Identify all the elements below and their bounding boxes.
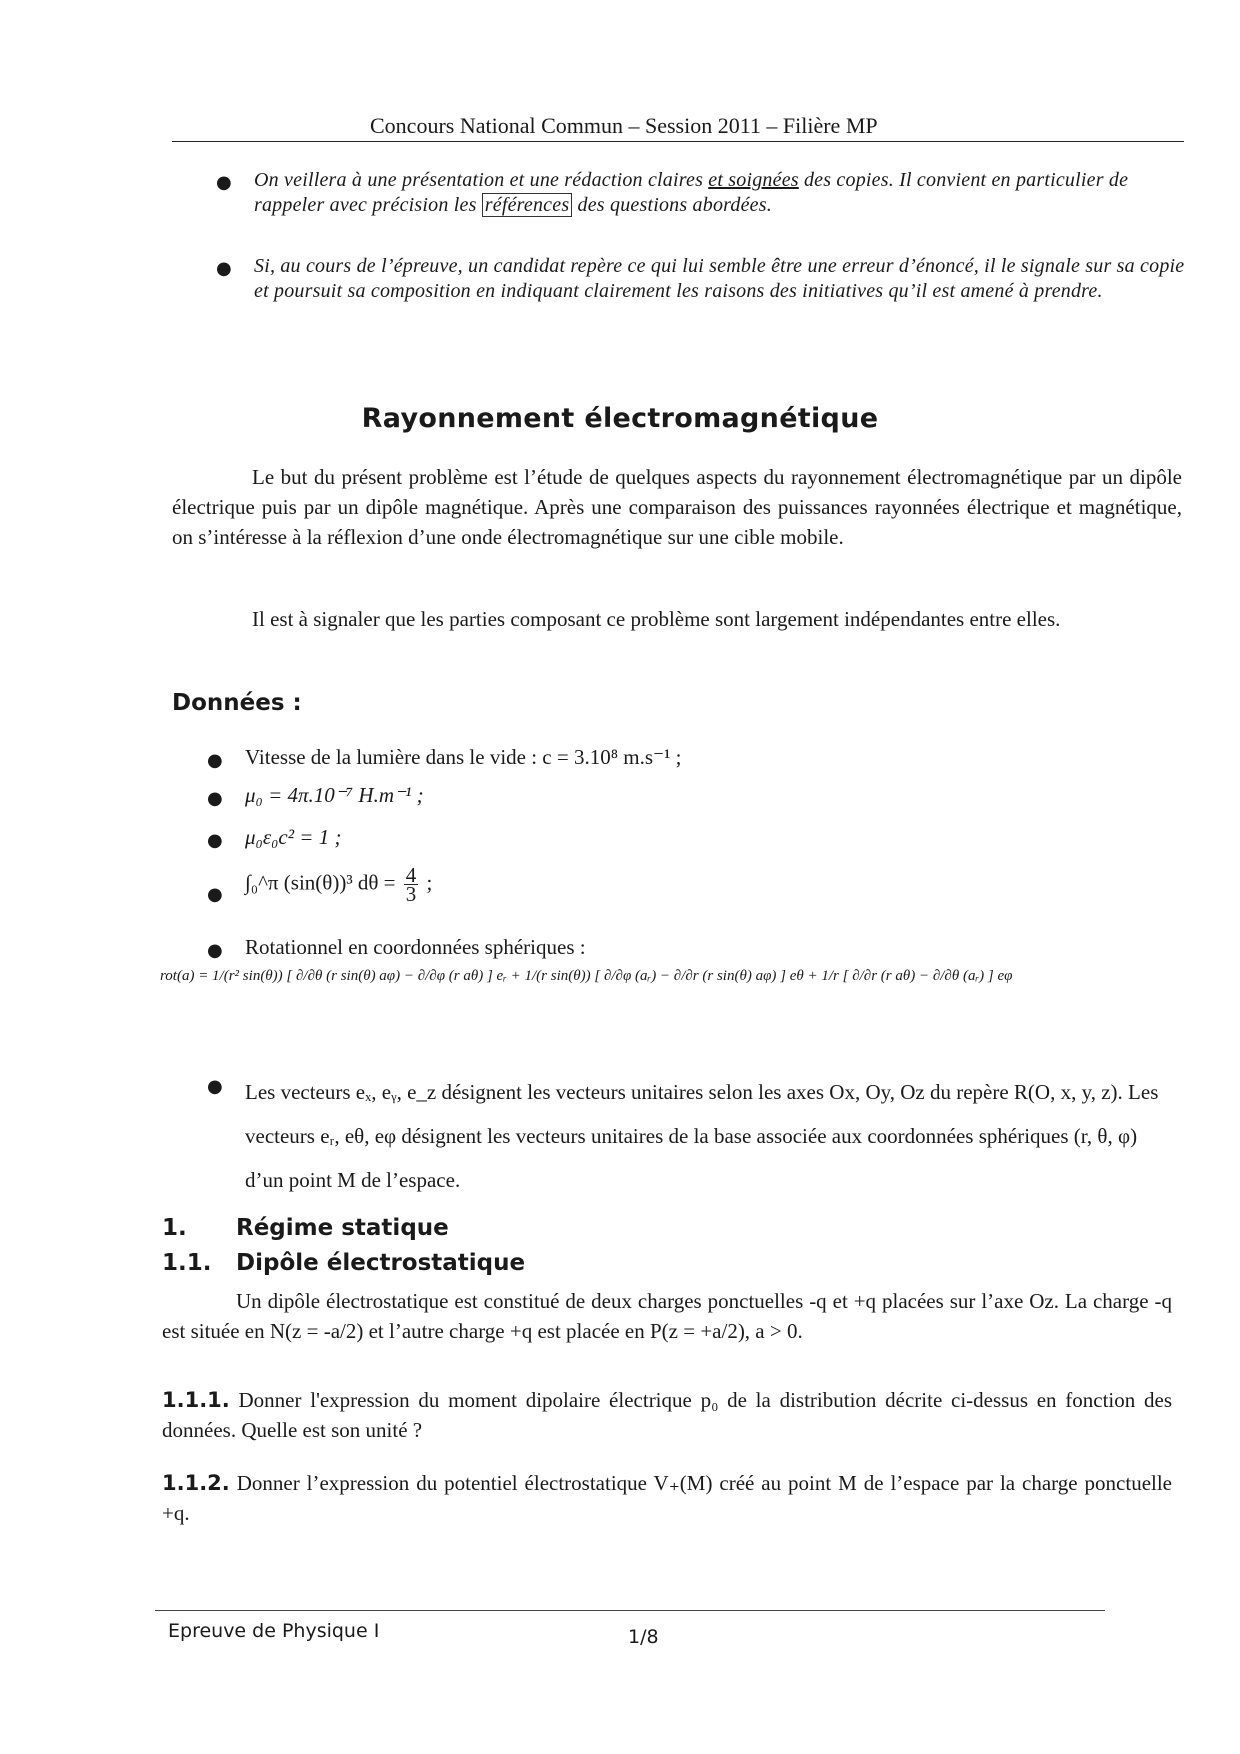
question-1-1-2: 1.1.2. Donner l’expression du potentiel électrostatique V₊(M) créé au point M de l’espace par la charge ponctuelle +q. [162, 1471, 1172, 1525]
intro-paragraph-1: Le but du présent problème est l’étude de quelques aspects du rayonnement électromagnétique par un dipôle électrique puis par un dipôle magnétique. Après une comparaison des puissances rayonnées électrique et magnétique, on s’intéresse à la réflexion d’une onde électromagnétique sur une cible mobile. [172, 465, 1182, 549]
footer-page-number: 1/8 [628, 1626, 659, 1648]
instruction-1: On veillera à une présentation et une rédaction claires et soignées des copies. Il convient en particulier de rappeler avec précision les références des questions abordées. [254, 169, 1129, 216]
header-title: Concours National Commun – Session 2011 – Filière MP [370, 113, 878, 138]
data-item-integral: ∫₀^π (sin(θ))³ dθ = $\frac{4}{3}$ ; [245, 863, 433, 906]
intro-paragraph-2: Il est à signaler que les parties composant ce problème sont largement indépendantes entre elles. [252, 607, 1061, 631]
section-1-number: 1. [162, 1215, 187, 1241]
curl-formula: rot(a) = 1/(r² sin(θ)) [ ∂/∂θ (r sin(θ) aφ) − ∂/∂φ (r aθ) ] eᵣ + 1/(r sin(θ)) [ ∂/∂φ (aᵣ) − ∂/∂r (r sin(θ) aφ) ] eθ + 1/r [ ∂/∂r (r aθ) − ∂/∂θ (aᵣ) ] eφ [160, 968, 1013, 984]
data-item-mu0-eps0: μ₀ε₀c² = 1 ; [245, 825, 342, 849]
section-1-1-text: Un dipôle électrostatique est constitué de deux charges ponctuelles -q et +q placées sur l’axe Oz. La charge -q est située en N(z = -a/2) et l’autre charge +q est placée en P(z = +a/2), a > 0. [162, 1289, 1172, 1343]
bullet-icon: ● [207, 884, 223, 905]
section-1-1-title: Dipôle électrostatique [236, 1250, 526, 1276]
question-1-1-1: 1.1.1. Donner l'expression du moment dipolaire électrique p₀ de la distribution décrite ci-dessus en fonction des données. Quelle est son unité ? [162, 1388, 1172, 1442]
data-item-mu0: μ₀ = 4π.10⁻⁷ H.m⁻¹ ; [245, 783, 424, 807]
footer-rule [155, 1610, 1105, 1611]
instruction-2: Si, au cours de l’épreuve, un candidat repère ce qui lui semble être une erreur d’énoncé, il le signale sur sa copie et poursuit sa composition en indiquant clairement les raisons des initiatives qu’il est amené à prendre. [254, 255, 1185, 302]
fraction: $\frac{4}{3}$ [405, 863, 417, 906]
bullet-icon: ● [216, 172, 232, 193]
underlined-text: et soignées [708, 169, 799, 191]
header-rule [172, 141, 1184, 142]
footer-exam-name: Epreuve de Physique I [168, 1620, 380, 1642]
bullet-icon: ● [207, 830, 223, 851]
boxed-text: références [482, 193, 573, 217]
section-1-1-number: 1.1. [162, 1250, 212, 1276]
bullet-icon: ● [216, 258, 232, 279]
data-item-speed-of-light: Vitesse de la lumière dans le vide : c = 3.10⁸ m.s⁻¹ ; [245, 745, 682, 769]
section-1-title: Régime statique [236, 1215, 449, 1241]
data-item-unit-vectors: Les vecteurs eₓ, eᵧ, e_z désignent les vecteurs unitaires selon les axes Ox, Oy, Oz du repère R(O, x, y, z). Les vecteurs eᵣ, eθ, eφ désignent les vecteurs unitaires de la base associée aux coordonnées sphériques (r, θ, φ) d’un point M de l’espace. [245, 1080, 1159, 1192]
bullet-icon: ● [207, 750, 223, 771]
problem-title: Rayonnement électromagnétique [361, 403, 879, 434]
bullet-icon: ● [207, 940, 223, 961]
bullet-icon: ● [207, 1076, 223, 1097]
bullet-icon: ● [207, 788, 223, 809]
data-item-curl-label: Rotationnel en coordonnées sphériques : [245, 935, 586, 959]
data-heading: Données : [172, 690, 302, 716]
